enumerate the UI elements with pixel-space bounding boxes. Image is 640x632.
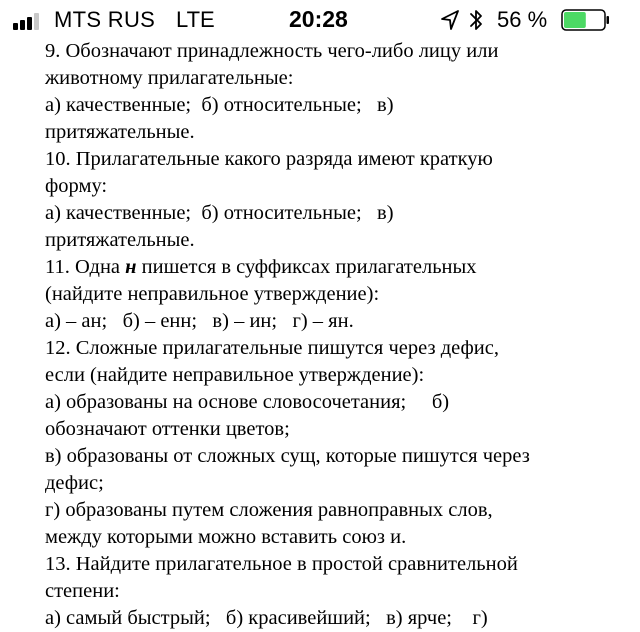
text-line: а) образованы на основе словосочетания; б) <box>45 391 450 413</box>
battery-icon <box>561 8 611 32</box>
text-line: а) качественные; б) относительные; в) <box>45 202 394 224</box>
battery-percentage: 56 % <box>497 7 548 32</box>
battery-fill <box>564 12 586 28</box>
document-text <box>45 38 635 632</box>
text-line: а) качественные; б) относительные; в) <box>45 94 394 116</box>
carrier-name: MTS RUS <box>54 7 156 32</box>
bluetooth-icon <box>469 7 483 33</box>
text-line: а) – ан; б) – енн; в) – ин; г) – ян. <box>45 310 354 332</box>
text-line: 10. Прилагательные какого разряда имеют краткую <box>45 148 493 170</box>
text-line: притяжательные. <box>45 229 195 251</box>
text-line: степени: <box>45 580 120 602</box>
text-line: если (найдите неправильное утверждение): <box>45 364 425 386</box>
text-line <box>45 254 635 281</box>
text-line: животному прилагательные: <box>45 67 294 89</box>
text-line-end: пишется в суффиксах прилагательных <box>136 256 477 278</box>
text-line: притяжательные. <box>45 121 195 143</box>
status-bar <box>0 0 640 40</box>
text-line: 9. Обозначают принадлежность чего-либо лицу или <box>45 40 499 62</box>
text-line: (найдите неправильное утверждение): <box>45 283 380 305</box>
location-arrow-icon <box>440 9 460 31</box>
text-line: г) образованы путем сложения равноправных слов, <box>45 499 493 521</box>
signal-bar <box>34 13 39 30</box>
signal-bar <box>20 20 25 30</box>
text-line: в) образованы от сложных сущ, которые пишутся через <box>45 445 530 467</box>
network-type: LTE <box>176 7 215 32</box>
text-line-start: 11. Одна <box>45 256 126 278</box>
text-line: а) самый быстрый; б) красивейший; в) ярче; г) <box>45 607 488 629</box>
text-line: форму: <box>45 175 108 197</box>
text-line: обозначают оттенки цветов; <box>45 418 290 440</box>
text-line: между которыми можно вставить союз и. <box>45 526 407 548</box>
signal-bar <box>13 23 18 30</box>
clock: 20:28 <box>289 6 348 32</box>
text-line: 12. Сложные прилагательные пишутся через дефис, <box>45 337 499 359</box>
text-line: дефис; <box>45 472 104 494</box>
signal-strength-icon <box>13 12 47 30</box>
emphasized-letter: н <box>125 256 137 278</box>
text-line: 13. Найдите прилагательное в простой сравнительной <box>45 553 518 575</box>
signal-bar <box>27 17 32 30</box>
